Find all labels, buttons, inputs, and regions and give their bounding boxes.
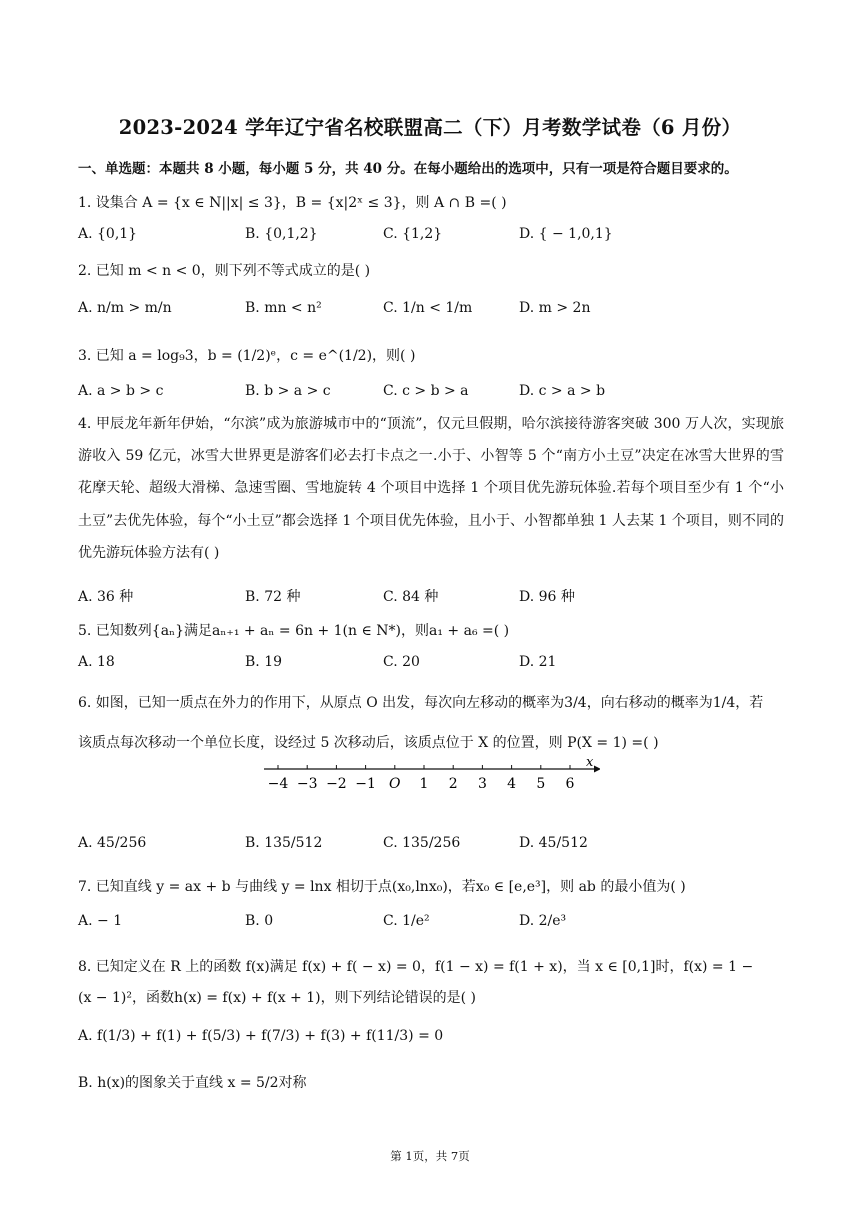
number-line-tick-label: −4 (267, 776, 289, 792)
q4-option-a: A. 36 种 (78, 589, 134, 605)
question-8-stem-line-2: (x − 1)²，函数h(x) = f(x) + f(x + 1)，则下列结论错误的是( ) (78, 990, 476, 1006)
q1-option-b: B. {0,1,2} (245, 226, 318, 242)
number-line-figure (260, 757, 600, 797)
q2-option-c: C. 1/n < 1/m (383, 300, 473, 316)
q7-option-d: D. 2/e³ (519, 913, 567, 929)
q7-option-a: A. − 1 (78, 913, 123, 929)
q8-option-a: A. f(1/3) + f(1) + f(5/3) + f(7/3) + f(3) + f(11/3) = 0 (78, 1028, 444, 1044)
q6-option-b: B. 135/512 (245, 835, 323, 851)
number-line-tick-label: −2 (326, 776, 347, 792)
q2-option-a: A. n/m > m/n (78, 300, 172, 316)
q3-option-a: A. a > b > c (78, 383, 164, 399)
section-heading: 一、单选题：本题共 8 小题，每小题 5 分，共 40 分。在每小题给出的选项中，只有一项是符合题目要求的。 (78, 161, 738, 177)
number-line-tick-label: −1 (355, 776, 376, 792)
number-line-tick-label: −3 (296, 776, 318, 792)
number-line-tick-label: 3 (477, 776, 487, 792)
question-4-stem: 4. 甲辰龙年新年伊始，“尔滨”成为旅游城市中的“顶流”，仅元旦假期，哈尔滨接待游客突破 300 万人次，实现旅游收入 59 亿元，冰雪大世界更是游客们必去打卡点之一.小于、小智等 5 个“南方小土豆”决定在冰雪大世界的雪花摩天轮、超级大滑梯、急速雪圈、雪地旋转 4 个项目中选择 1 个项目优先游玩体验.若每个项目至少有 1 个“小土豆”去优先体验，每个“小土豆”都会选择 1 个项目优先体验，且小于、小智都单独 1 人去某 1 个项目，则不同的优先游玩体验方法有( ) (78, 416, 784, 561)
q1-option-a: A. {0,1} (78, 226, 138, 242)
question-1-stem: 1. 设集合 A = {x ∈ N||x| ≤ 3}，B = {x|2ˣ ≤ 3}，则 A ∩ B =( ) (78, 195, 507, 211)
question-7-stem: 7. 已知直线 y = ax + b 与曲线 y = lnx 相切于点(x₀,lnx₀)，若x₀ ∈ [e,e³]，则 ab 的最小值为( ) (78, 879, 686, 895)
q1-option-d: D. { − 1,0,1} (519, 226, 613, 242)
page-footer: 第 1页，共 7页 (390, 1149, 470, 1163)
q6-option-c: C. 135/256 (383, 835, 461, 851)
q2-option-d: D. m > 2n (519, 300, 591, 316)
number-line-tick-label: 1 (419, 776, 429, 792)
question-6-stem-line-2: 该质点每次移动一个单位长度，设经过 5 次移动后，该质点位于 X 的位置，则 P(X = 1) =( ) (78, 735, 659, 751)
q3-option-d: D. c > a > b (519, 383, 606, 399)
q6-option-a: A. 45/256 (78, 835, 147, 851)
question-3-stem: 3. 已知 a = log₉3，b = (1/2)ᵉ，c = e^(1/2)，则( ) (78, 348, 416, 364)
q3-option-c: C. c > b > a (383, 383, 469, 399)
q8-option-b: B. h(x)的图象关于直线 x = 5/2对称 (78, 1075, 307, 1091)
number-line-tick-label: 6 (565, 776, 575, 792)
q2-option-b: B. mn < n² (245, 300, 322, 316)
q4-option-d: D. 96 种 (519, 589, 575, 605)
q1-option-c: C. {1,2} (383, 226, 443, 242)
q4-option-c: C. 84 种 (383, 589, 439, 605)
q3-option-b: B. b > a > c (245, 383, 331, 399)
number-line-tick-label: 4 (507, 776, 517, 792)
q5-option-c: C. 20 (383, 654, 420, 670)
q5-option-a: A. 18 (78, 654, 115, 670)
question-2-stem: 2. 已知 m < n < 0，则下列不等式成立的是( ) (78, 263, 371, 279)
page-title: 2023-2024 学年辽宁省名校联盟高二（下）月考数学试卷（6 月份） (118, 116, 742, 139)
question-8-stem-line-1: 8. 已知定义在 R 上的函数 f(x)满足 f(x) + f( − x) = 0，f(1 − x) = f(1 + x)，当 x ∈ [0,1]时，f(x) = 1 − (78, 959, 754, 975)
number-line-tick-label: 2 (448, 776, 458, 792)
number-line-tick-label: 5 (536, 776, 546, 792)
q5-option-d: D. 21 (519, 654, 557, 670)
number-line-tick-label: O (389, 776, 401, 792)
q7-option-b: B. 0 (245, 913, 274, 929)
q6-option-d: D. 45/512 (519, 835, 588, 851)
question-6-stem-line-1: 6. 如图，已知一质点在外力的作用下，从原点 O 出发，每次向左移动的概率为3/4，向右移动的概率为1/4，若 (78, 695, 764, 711)
q7-option-c: C. 1/e² (383, 913, 430, 929)
question-5-stem: 5. 已知数列{aₙ}满足aₙ₊₁ + aₙ = 6n + 1(n ∈ N*)，则a₁ + a₆ =( ) (78, 623, 510, 639)
number-line-axis-label: x (586, 757, 594, 770)
q4-option-b: B. 72 种 (245, 589, 301, 605)
q5-option-b: B. 19 (245, 654, 283, 670)
